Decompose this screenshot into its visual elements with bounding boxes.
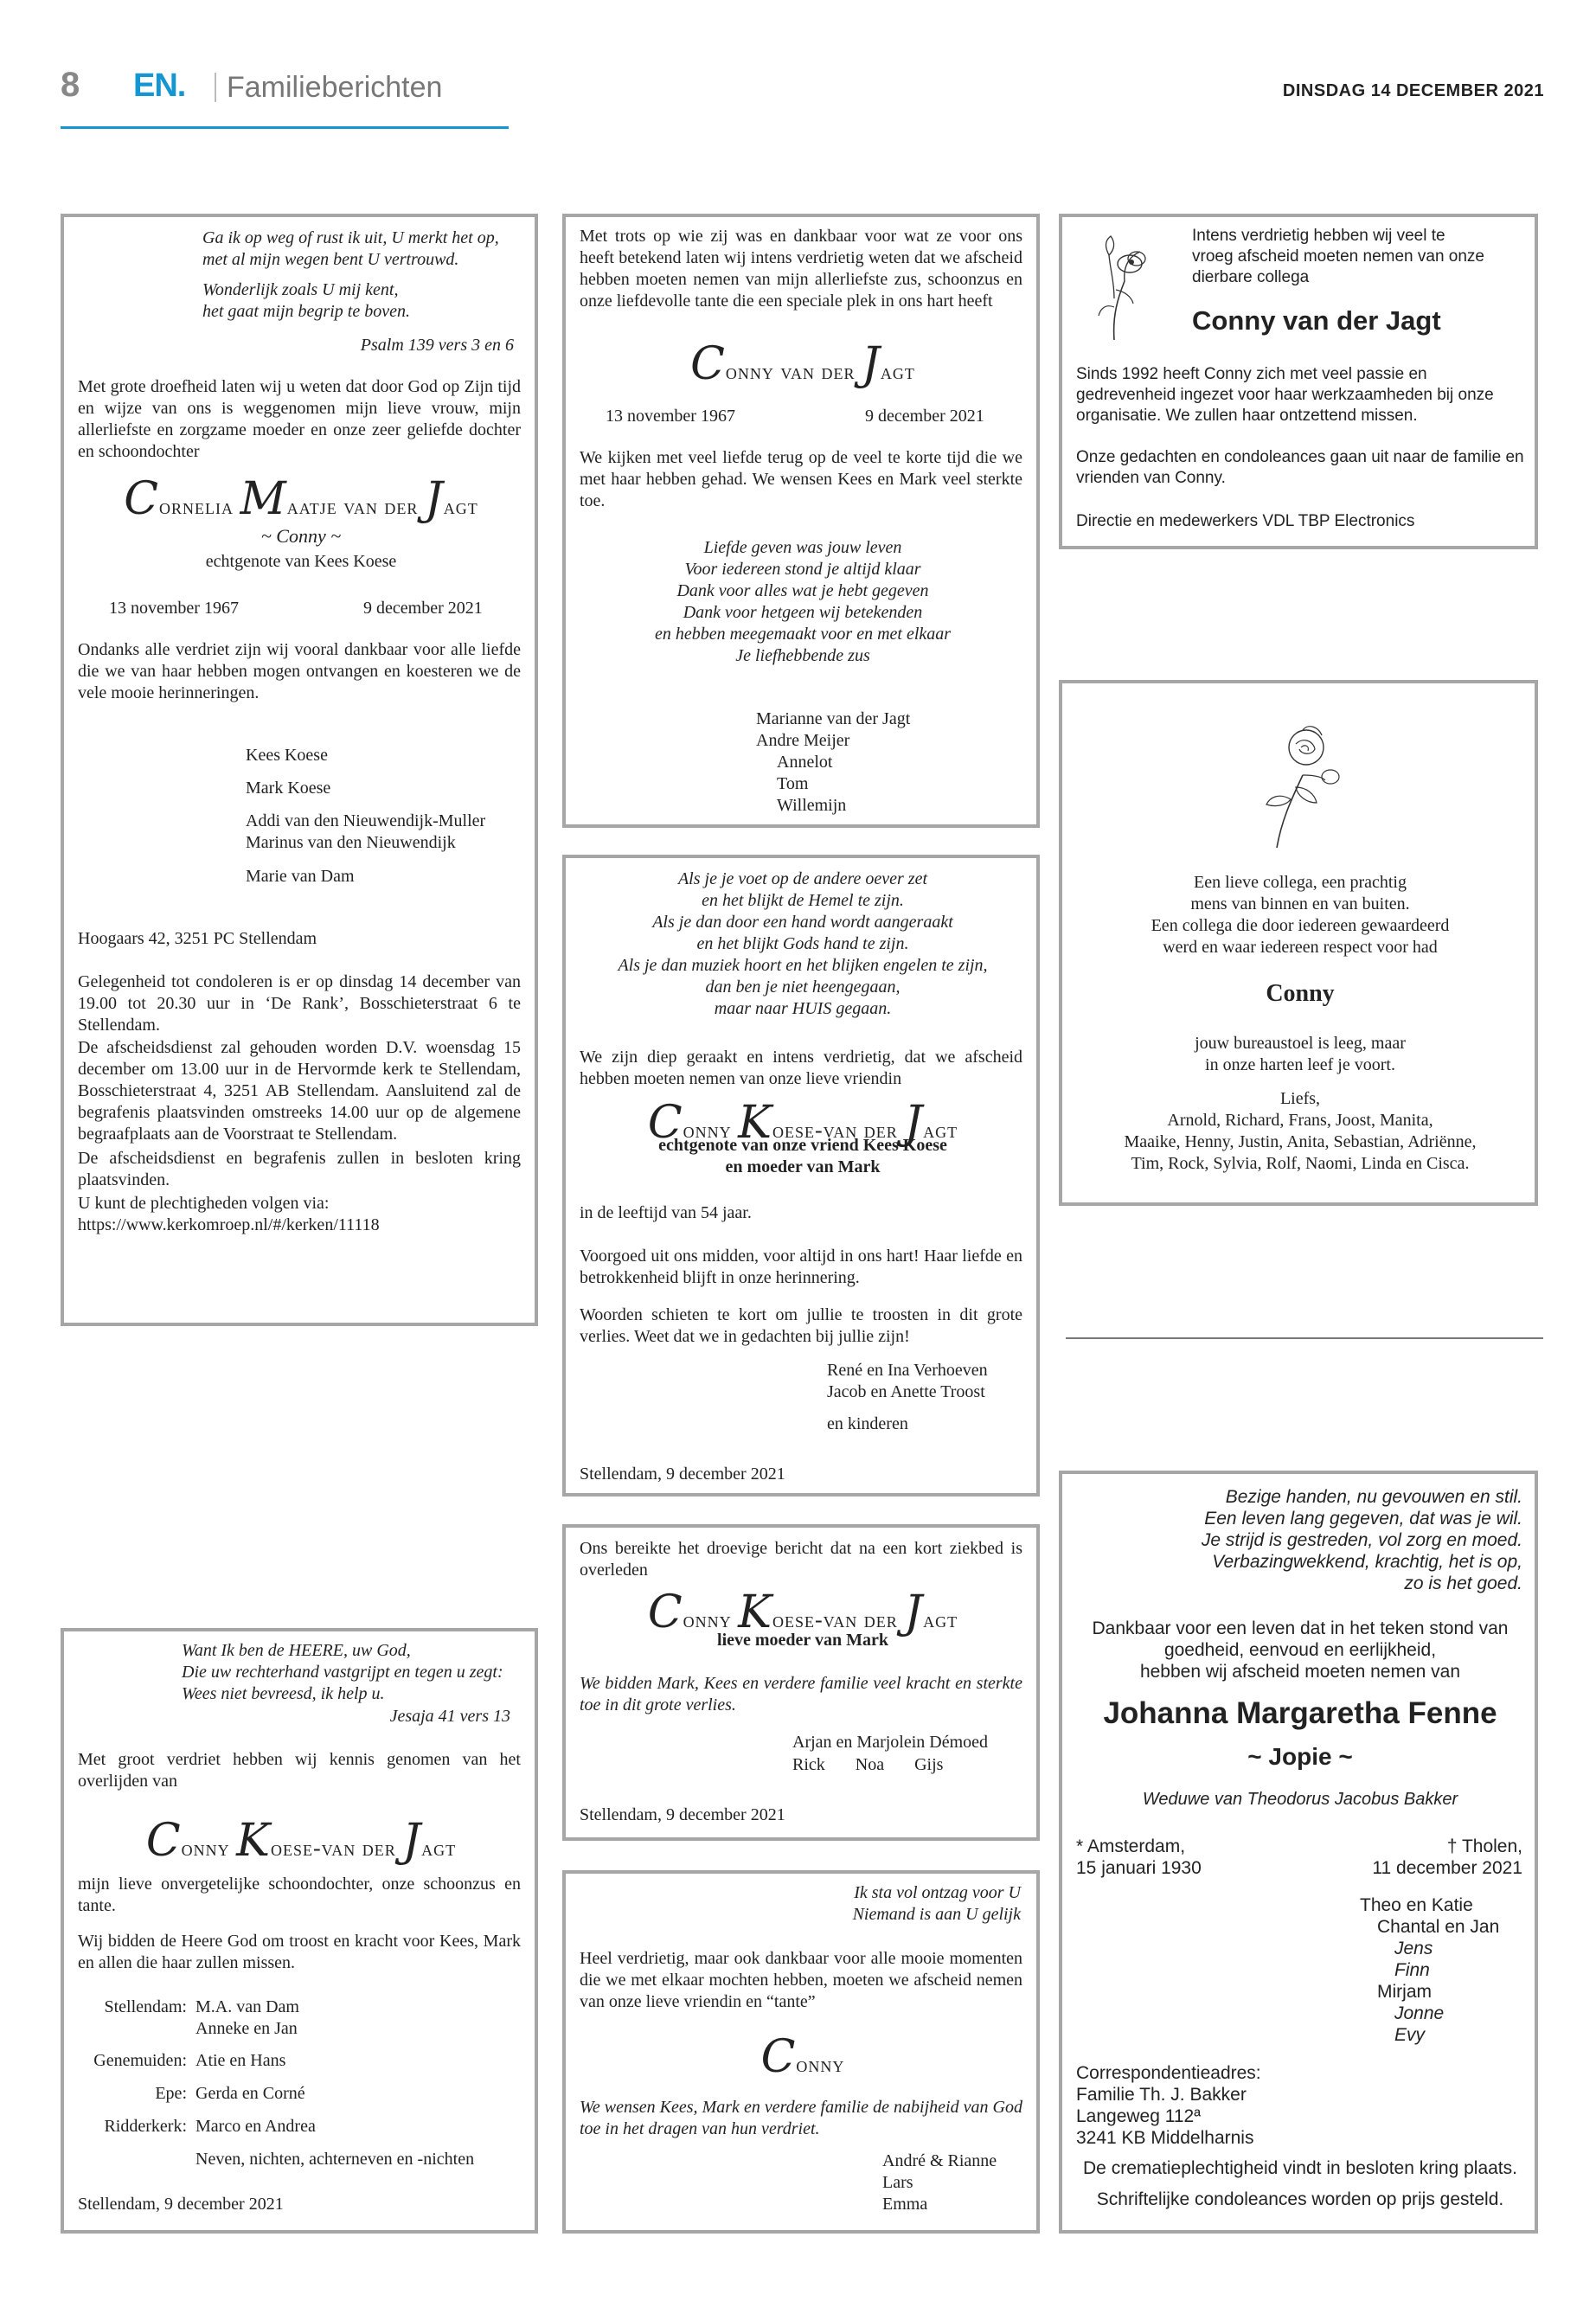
family-name: Theo en Katie [1360, 1895, 1473, 1915]
newspaper-logo: EN. [133, 67, 186, 104]
message-text: We kijken met veel liefde terug op de veel te korte tijd die we met haar hebben gehad. We wensen Kees en Mark veel sterkte toe. [580, 448, 1022, 510]
deceased-name: Conny van der Jagt [690, 338, 915, 390]
obituary-demoed [562, 1524, 1040, 1841]
relation-subtitle: echtgenote van onze vriend Kees Koese en moeder van Mark [658, 1136, 947, 1176]
family-place: Stellendam: [104, 1997, 187, 2016]
closed-ceremony-info: De afscheidsdienst en begrafenis zullen in besloten kring plaatsvinden. [78, 1149, 521, 1189]
obituary-cornelia [61, 214, 538, 1326]
death-info: † Tholen, 11 december 2021 [1372, 1836, 1522, 1878]
poem: Bezige handen, nu gevouwen en stil. Een leven lang gegeven, dat was je wil. Je strijd is gestreden, vol zorg en moed. Verbazingwekkend, krachtig, het is op, zo is het goed. [1201, 1487, 1522, 1593]
verse: Ik sta vol ontzag voor U Niemand is aan U gelijk [852, 1883, 1021, 1924]
message-text: Woorden schieten te kort om jullie te troosten in dit grote verlies. Weet dat we in gedachten bij jullie zijn! [580, 1305, 1022, 1346]
deceased-name: Conny Koese-van der Jagt [647, 1586, 958, 1638]
verse: Want Ik ben de HEERE, uw God, Die uw rechterhand vastgrijpt en tegen u zegt: Wees niet bevreesd, ik help u. [182, 1641, 503, 1703]
address: Hoogaars 42, 3251 PC Stellendam [78, 929, 317, 948]
obituary-conny-sister [562, 214, 1040, 828]
obituary-fenne [1059, 1471, 1538, 2234]
poppy-flower-illustration [1080, 229, 1154, 342]
family-names: Marco en Andrea [195, 2117, 316, 2136]
announcement-text: Met groot verdriet hebben wij kennis genomen van het overlijden van [78, 1750, 521, 1791]
family-names: M.A. van Dam Anneke en Jan [195, 1997, 299, 2038]
header-divider [215, 73, 216, 102]
signatories: Liefs, Arnold, Richard, Frans, Joost, Manita, Maaike, Henny, Justin, Anita, Sebastian, Adriënne, Tim, Rock, Sylvia, Rolf, Naomi, Linda en Cisca. [1124, 1089, 1477, 1173]
nickname: ~ Conny ~ [260, 525, 342, 547]
signatories: André & Rianne Lars Emma [882, 2151, 997, 2214]
signatories: René en Ina Verhoeven Jacob en Anette Troost [827, 1361, 988, 1401]
verse: Wonderlijk zoals U mij kent, het gaat mijn begrip te boven. [202, 280, 410, 321]
family-name: Mirjam [1377, 1982, 1432, 2002]
signatories: en kinderen [827, 1414, 908, 1433]
family-place: Ridderkerk: [104, 2117, 187, 2136]
signatories: Annelot Tom Willemijn [777, 753, 847, 815]
deceased-name: Conny van der Jagt [1192, 305, 1441, 336]
deceased-name: Cornelia Maatje van der Jagt [124, 473, 478, 525]
age-text: in de leeftijd van 54 jaar. [580, 1203, 752, 1222]
correspondence-address: Correspondentieadres: Familie Th. J. Bakker Langeweg 112ª 3241 KB Middelharnis [1076, 2063, 1261, 2148]
deceased-name: Conny [1266, 980, 1335, 1007]
announcement-text: We zijn diep geraakt en intens verdrietig, dat we afscheid hebben moeten nemen van onze lieve vriendin [580, 1048, 1022, 1088]
message-text: We bidden Mark, Kees en verdere familie veel kracht en sterkte toe in dit grote verlies. [580, 1674, 1022, 1715]
relation-subtitle: lieve moeder van Mark [717, 1631, 888, 1650]
message-text: Voorgoed uit ons midden, voor altijd in ons hart! Haar liefde en betrokkenheid blijft in onze herinnering. [580, 1247, 1022, 1287]
verse: Ga ik op weg of rust ik uit, U merkt het op, met al mijn wegen bent U vertrouwd. [202, 228, 499, 269]
death-date: 9 december 2021 [363, 599, 483, 618]
birth-info: * Amsterdam, 15 januari 1930 [1076, 1836, 1202, 1878]
deceased-name: Johanna Margaretha Fenne [1103, 1696, 1497, 1730]
place-date: Stellendam, 9 december 2021 [580, 1465, 785, 1484]
signatories: Directie en medewerkers VDL TBP Electronics [1076, 512, 1415, 530]
deceased-name: Conny Koese-van der Jagt [145, 1815, 457, 1867]
announcement-text: Dankbaar voor een leven dat in het teken stond van goedheid, eenvoud en eerlijkheid, hebben wij afscheid moeten nemen van [1092, 1618, 1509, 1682]
message-text: mijn lieve onvergetelijke schoondochter, onze schoonzus en tante. [78, 1875, 521, 1915]
deceased-name: Conny [760, 2031, 845, 2083]
family-place: Genemuiden: [93, 2051, 187, 2070]
death-date: 9 december 2021 [865, 407, 984, 426]
family-name: Mark Koese [246, 779, 331, 798]
family-name: Addi van den Nieuwendijk-Muller Marinus van den Nieuwendijk [246, 811, 486, 852]
signatories: Arjan en Marjolein Démoed [792, 1733, 989, 1752]
family-names: Gerda en Corné [195, 2084, 305, 2103]
section-title: Familieberichten [227, 71, 443, 104]
verse: Als je je voet op de andere oever zet en het blijkt de Hemel te zijn. Als je dan door een hand wordt aangeraakt en het blijkt Gods hand te zijn. Als je dan muziek hoort en het blijken engelen te zijn, dan ben je niet heengegaan, maar naar HUIS gegaan. [618, 869, 988, 1018]
ceremony-note: De crematieplechtigheid vindt in besloten kring plaats. [1083, 2158, 1517, 2178]
signatories: Rick Noa Gijs [792, 1755, 944, 1774]
condolence-note: Schriftelijke condoleances worden op prijs gesteld. [1096, 2189, 1504, 2209]
message-text: Sinds 1992 heeft Conny zich met veel passie en gedrevenheid ingezet voor haar werkzaamheden bij onze organisatie. We zullen haar ontzettend missen. [1076, 365, 1494, 425]
service-info: De afscheidsdienst zal gehouden worden D.V. woensdag 15 december om 13.00 uur in de Hervormde kerk te Stellendam, Bosschieterstraat 4, 3251 AB Stellendam. Aansluitend zal de begrafenis plaatsvinden omstreeks 14.00 uur op de algemene begraafplaats aan de Voorstraat te Stellendam. [78, 1038, 521, 1144]
stream-info: U kunt de plechtigheden volgen via: https://www.kerkomroep.nl/#/kerken/11118 [78, 1194, 380, 1234]
announcement-text: Intens verdrietig hebben wij veel te vroeg afscheid moeten nemen van onze dierbare collega [1192, 227, 1484, 286]
family-names: Atie en Hans [195, 2051, 286, 2070]
nickname: ~ Jopie ~ [1247, 1743, 1353, 1770]
announcement-text: Met grote droefheid laten wij u weten dat door God op Zijn tijd en wijze van ons is weggenomen mijn lieve vrouw, mijn allerliefste en zorgzame moeder en onze zeer geliefde dochter en schoondochter [78, 377, 521, 461]
obituary-colleagues [1059, 680, 1538, 1206]
divider-line [1066, 1337, 1543, 1339]
poem: Een lieve collega, een prachtig mens van binnen en van buiten. Een collega die door iedereen gewaardeerd werd en waar iedereen respect voor had [1151, 873, 1450, 957]
birth-date: 13 november 1967 [606, 407, 735, 426]
family-place: Epe: [155, 2084, 187, 2103]
header-accent-line [61, 126, 509, 129]
place-date: Stellendam, 9 december 2021 [78, 2195, 284, 2214]
page-number: 8 [61, 66, 80, 104]
issue-date: DINSDAG 14 DECEMBER 2021 [1282, 81, 1544, 100]
message-text: Onze gedachten en condoleances gaan uit naar de familie en vrienden van Conny. [1076, 448, 1524, 487]
deceased-name: Conny Koese-van der Jagt [647, 1097, 958, 1149]
verse-reference: Psalm 139 vers 3 en 6 [360, 336, 514, 355]
thanks-text: Ondanks alle verdriet zijn wij vooral dankbaar voor alle liefde die we van haar hebben mogen ontvangen en koesteren we de vele mooie herinneringen. [78, 640, 521, 702]
verse-reference: Jesaja 41 vers 13 [389, 1707, 510, 1726]
obituary-friends [562, 855, 1040, 1497]
spouse-line: echtgenote van Kees Koese [205, 552, 397, 571]
message-text: We wensen Kees, Mark en verdere familie de nabijheid van God toe in het dragen van hun verdriet. [580, 2098, 1022, 2138]
poem: Liefde geven was jouw leven Voor iedereen stond je altijd klaar Dank voor alles wat je hebt gegeven Dank voor hetgeen wij betekenden en hebben meegemaakt voor en met elkaar Je liefhebbende zus [654, 538, 952, 665]
announcement-text: Heel verdrietig, maar ook dankbaar voor alle mooie momenten die we met elkaar mochten hebben, moeten we afscheid nemen van onze lieve vriendin en “tante” [580, 1949, 1022, 2011]
signatories: Marianne van der Jagt Andre Meijer [756, 709, 911, 750]
obituary-andre-rianne [562, 1870, 1040, 2234]
extended-family: Neven, nichten, achterneven en -nichten [195, 2150, 475, 2169]
condolence-info: Gelegenheid tot condoleren is er op dinsdag 14 december van 19.00 tot 20.30 uur in ‘De Rank’, Bosschieterstraat 6 te Stellendam. [78, 972, 521, 1035]
obituary-company [1059, 214, 1538, 549]
rose-illustration [1253, 715, 1348, 849]
announcement-text: Met trots op wie zij was en dankbaar voor wat ze voor ons heeft betekend laten wij intens verdrietig weten dat we afscheid hebben moeten nemen van mijn allerliefste zus, schoonzus en onze liefdevolle tante die een speciale plek in ons hart heeft [580, 227, 1022, 311]
family-name: Kees Koese [246, 746, 328, 765]
widow-line: Weduwe van Theodorus Jacobus Bakker [1142, 1790, 1458, 1809]
message-text: Wij bidden de Heere God om troost en kracht voor Kees, Mark en allen die haar zullen missen. [78, 1932, 521, 1972]
family-name: Marie van Dam [246, 867, 355, 886]
place-date: Stellendam, 9 december 2021 [580, 1805, 785, 1824]
message-text: jouw bureaustoel is leeg, maar in onze harten leef je voort. [1195, 1034, 1406, 1074]
family-name: Jonne Evy [1394, 2003, 1445, 2045]
obituary-vandam [61, 1628, 538, 2234]
family-name: Jens Finn [1394, 1939, 1433, 1980]
page-header [0, 0, 1596, 138]
announcement-text: Ons bereikte het droevige bericht dat na een kort ziekbed is overleden [580, 1539, 1022, 1580]
family-name: Chantal en Jan [1377, 1917, 1500, 1937]
birth-date: 13 november 1967 [109, 599, 239, 618]
